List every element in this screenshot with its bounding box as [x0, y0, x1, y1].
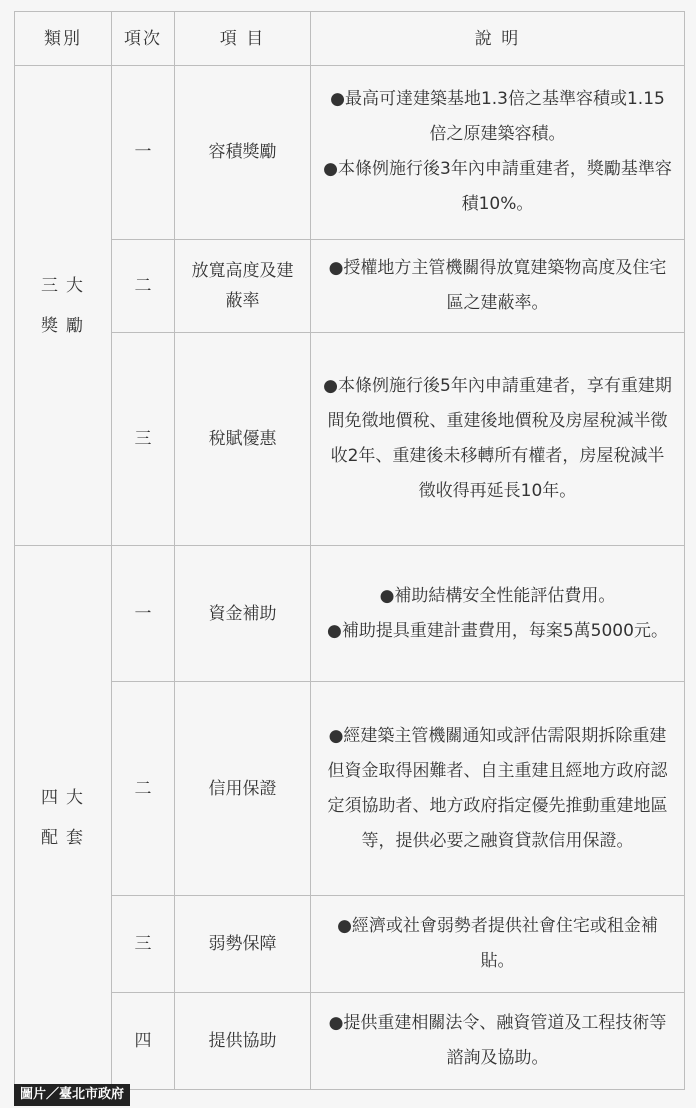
header-number: 項次 — [112, 12, 175, 66]
description-line: ●經建築主管機關通知或評估需限期拆除重建但資金取得困難者、自主重建且經地方政府認定須協助者、地方政府指定優先推動重建地區等，提供必要之融資貸款信用保證。 — [327, 725, 668, 851]
header-item: 項 目 — [175, 12, 311, 66]
description-cell — [311, 896, 685, 992]
row-number: 二 — [112, 239, 175, 332]
description-cell — [311, 332, 685, 546]
table-row — [15, 332, 685, 546]
row-number: 三 — [112, 896, 175, 992]
description-line: ●補助提具重建計畫費用，每案5萬5000元。 — [327, 620, 668, 641]
item-name: 放寬高度及建蔽率 — [175, 239, 311, 332]
row-number: 一 — [112, 66, 175, 239]
description-cell — [311, 546, 685, 681]
description-cell — [311, 992, 685, 1089]
item-name: 資金補助 — [175, 546, 311, 681]
header-category: 類別 — [15, 12, 112, 66]
description-line: ●最高可達建築基地1.3倍之基準容積或1.15倍之原建築容積。 — [330, 89, 665, 145]
category-cell: 四大配套 — [15, 546, 112, 1090]
item-name: 稅賦優惠 — [175, 332, 311, 546]
table-row — [15, 66, 685, 239]
image-credit-caption: 圖片／臺北市政府 — [14, 1084, 130, 1106]
description-cell — [311, 681, 685, 896]
description-cell — [311, 66, 685, 239]
description-line: ●本條例施行後3年內申請重建者，獎勵基準容積10%。 — [323, 159, 672, 215]
row-number: 三 — [112, 332, 175, 546]
description-line: ●補助結構安全性能評估費用。 — [379, 585, 616, 606]
item-name: 提供協助 — [175, 992, 311, 1089]
description-line: ●提供重建相關法令、融資管道及工程技術等諮詢及協助。 — [328, 1012, 667, 1068]
description-line: ●本條例施行後5年內申請重建者，享有重建期間免徵地價稅、重建後地價稅及房屋稅減半徵收2年、重建後未移轉所有權者，房屋稅減半徵收得再延長10年。 — [323, 376, 672, 502]
item-name: 信用保證 — [175, 681, 311, 896]
header-description: 說 明 — [311, 12, 685, 66]
item-name: 容積獎勵 — [175, 66, 311, 239]
table-row — [15, 896, 685, 992]
category-cell: 三大獎勵 — [15, 66, 112, 546]
table-row — [15, 681, 685, 896]
description-line: ●授權地方主管機關得放寬建築物高度及住宅區之建蔽率。 — [328, 257, 667, 313]
policy-table — [14, 11, 685, 1090]
row-number: 四 — [112, 992, 175, 1089]
description-line: ●經濟或社會弱勢者提供社會住宅或租金補貼。 — [337, 916, 658, 972]
table-row — [15, 546, 685, 681]
row-number: 一 — [112, 546, 175, 681]
table-row — [15, 239, 685, 332]
row-number: 二 — [112, 681, 175, 896]
table-row — [15, 992, 685, 1089]
description-cell — [311, 239, 685, 332]
item-name: 弱勢保障 — [175, 896, 311, 992]
header-row — [15, 12, 685, 66]
